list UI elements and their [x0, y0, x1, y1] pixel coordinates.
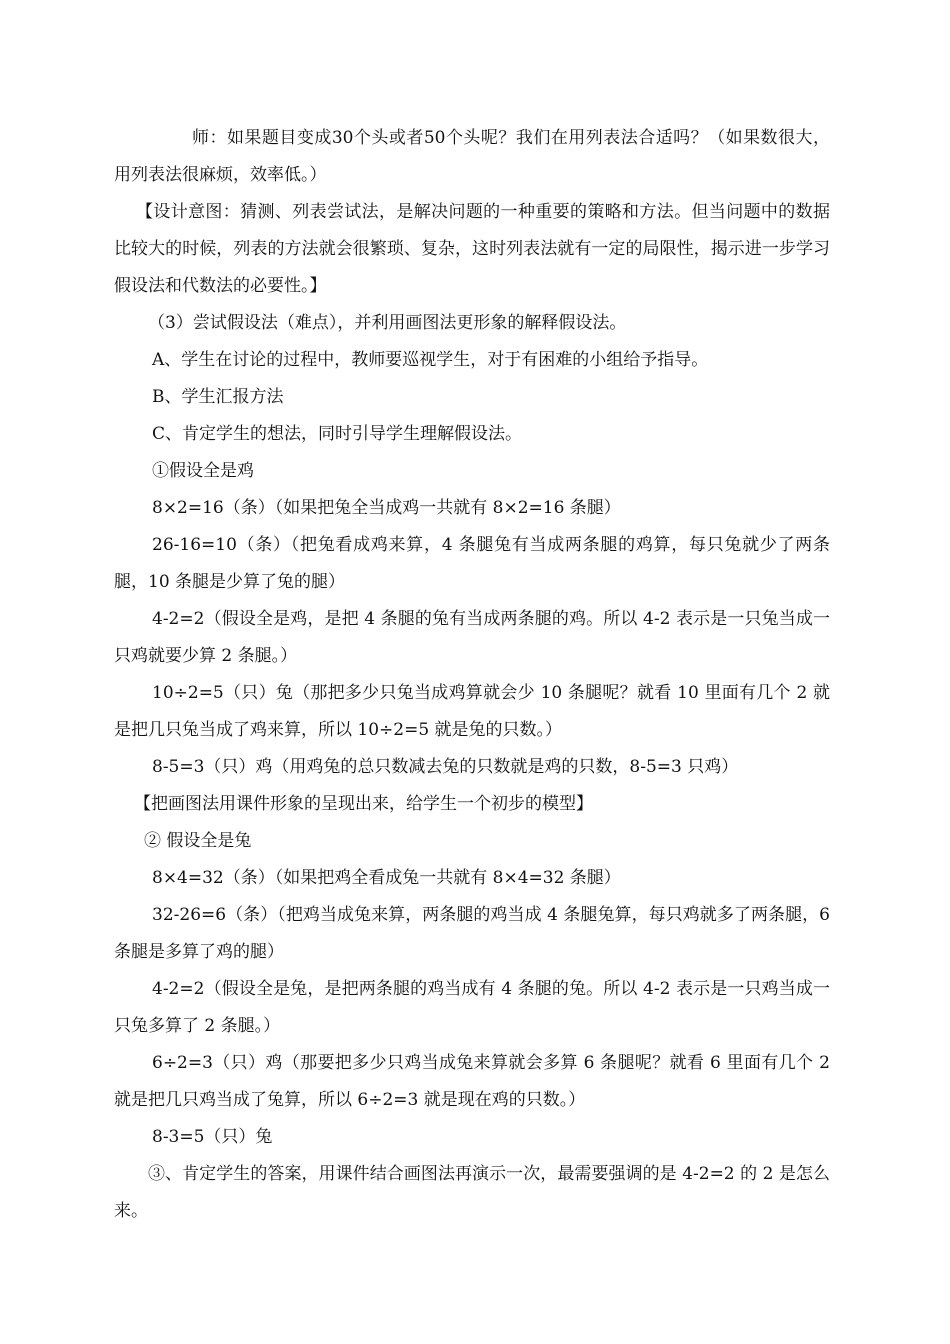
paragraph-calc-5: 8-5=3（只）鸡（用鸡兔的总只数减去兔的只数就是鸡的只数，8-5=3 只鸡）: [152, 757, 739, 777]
paragraph-calc-9: 6÷2=3（只）鸡（那要把多少只鸡当成兔来算就会多算 6 条腿呢？就看 6 里面有几个 2 就是把几只鸡当成了兔算，所以 6÷2=3 就是现在鸡的只数。）: [114, 1053, 830, 1110]
paragraph-calc-8: 4-2=2（假设全是兔，是把两条腿的鸡当成有 4 条腿的兔。所以 4-2 表示是一只鸡当成一只兔多算了 2 条腿。）: [114, 979, 830, 1036]
paragraph-step-3: （3）尝试假设法（难点），并利用画图法更形象的解释假设法。: [148, 313, 627, 333]
paragraph-calc-10: 8-3=5（只）兔: [152, 1127, 273, 1147]
paragraph-calc-3: 4-2=2（假设全是鸡，是把 4 条腿的兔有当成两条腿的鸡。所以 4-2 表示是一只兔当成一只鸡就要少算 2 条腿。）: [114, 609, 830, 666]
paragraph-teacher-question: 师：如果题目变成30个头或者50个头呢？我们在用列表法合适吗？（如果数很大，用列表法很麻烦，效率低。）: [114, 128, 830, 185]
paragraph-design-intent-1: 【设计意图：猜测、列表尝试法，是解决问题的一种重要的策略和方法。但当问题中的数据比较大的时候，列表的方法就会很繁琐、复杂，这时列表法就有一定的局限性，揭示进一步学习假设法和代数法的必要性。】: [114, 202, 830, 296]
paragraph-b: B、学生汇报方法: [152, 387, 284, 407]
paragraph-assume-chicken: ①假设全是鸡: [152, 461, 254, 481]
paragraph-calc-2: 26-16=10（条）（把兔看成鸡来算，4 条腿兔有当成两条腿的鸡算，每只兔就少了两条腿，10 条腿是少算了兔的腿）: [114, 535, 830, 592]
paragraph-design-intent-2: 【把画图法用课件形象的呈现出来，给学生一个初步的模型】: [134, 794, 593, 814]
paragraph-assume-rabbit: ② 假设全是兔: [144, 831, 252, 851]
paragraph-calc-1: 8×2=16（条）（如果把兔全当成鸡一共就有 8×2=16 条腿）: [152, 498, 621, 518]
paragraph-calc-4: 10÷2=5（只）兔（那把多少只兔当成鸡算就会少 10 条腿呢？就看 10 里面有几个 2 就是把几只兔当成了鸡来算，所以 10÷2=5 就是兔的只数。）: [114, 683, 830, 740]
paragraph-step-3-affirm: ③、肯定学生的答案，用课件结合画图法再演示一次，最需要强调的是 4-2=2 的 2 是怎么来。: [114, 1164, 830, 1221]
paragraph-calc-6: 8×4=32（条）（如果把鸡全看成兔一共就有 8×4=32 条腿）: [152, 868, 621, 888]
paragraph-calc-7: 32-26=6（条）（把鸡当成兔来算，两条腿的鸡当成 4 条腿兔算，每只鸡就多了两条腿，6 条腿是多算了鸡的腿）: [114, 905, 830, 962]
paragraph-a: A、学生在讨论的过程中，教师要巡视学生，对于有困难的小组给予指导。: [152, 350, 709, 370]
paragraph-c: C、肯定学生的想法，同时引导学生理解假设法。: [152, 424, 523, 444]
